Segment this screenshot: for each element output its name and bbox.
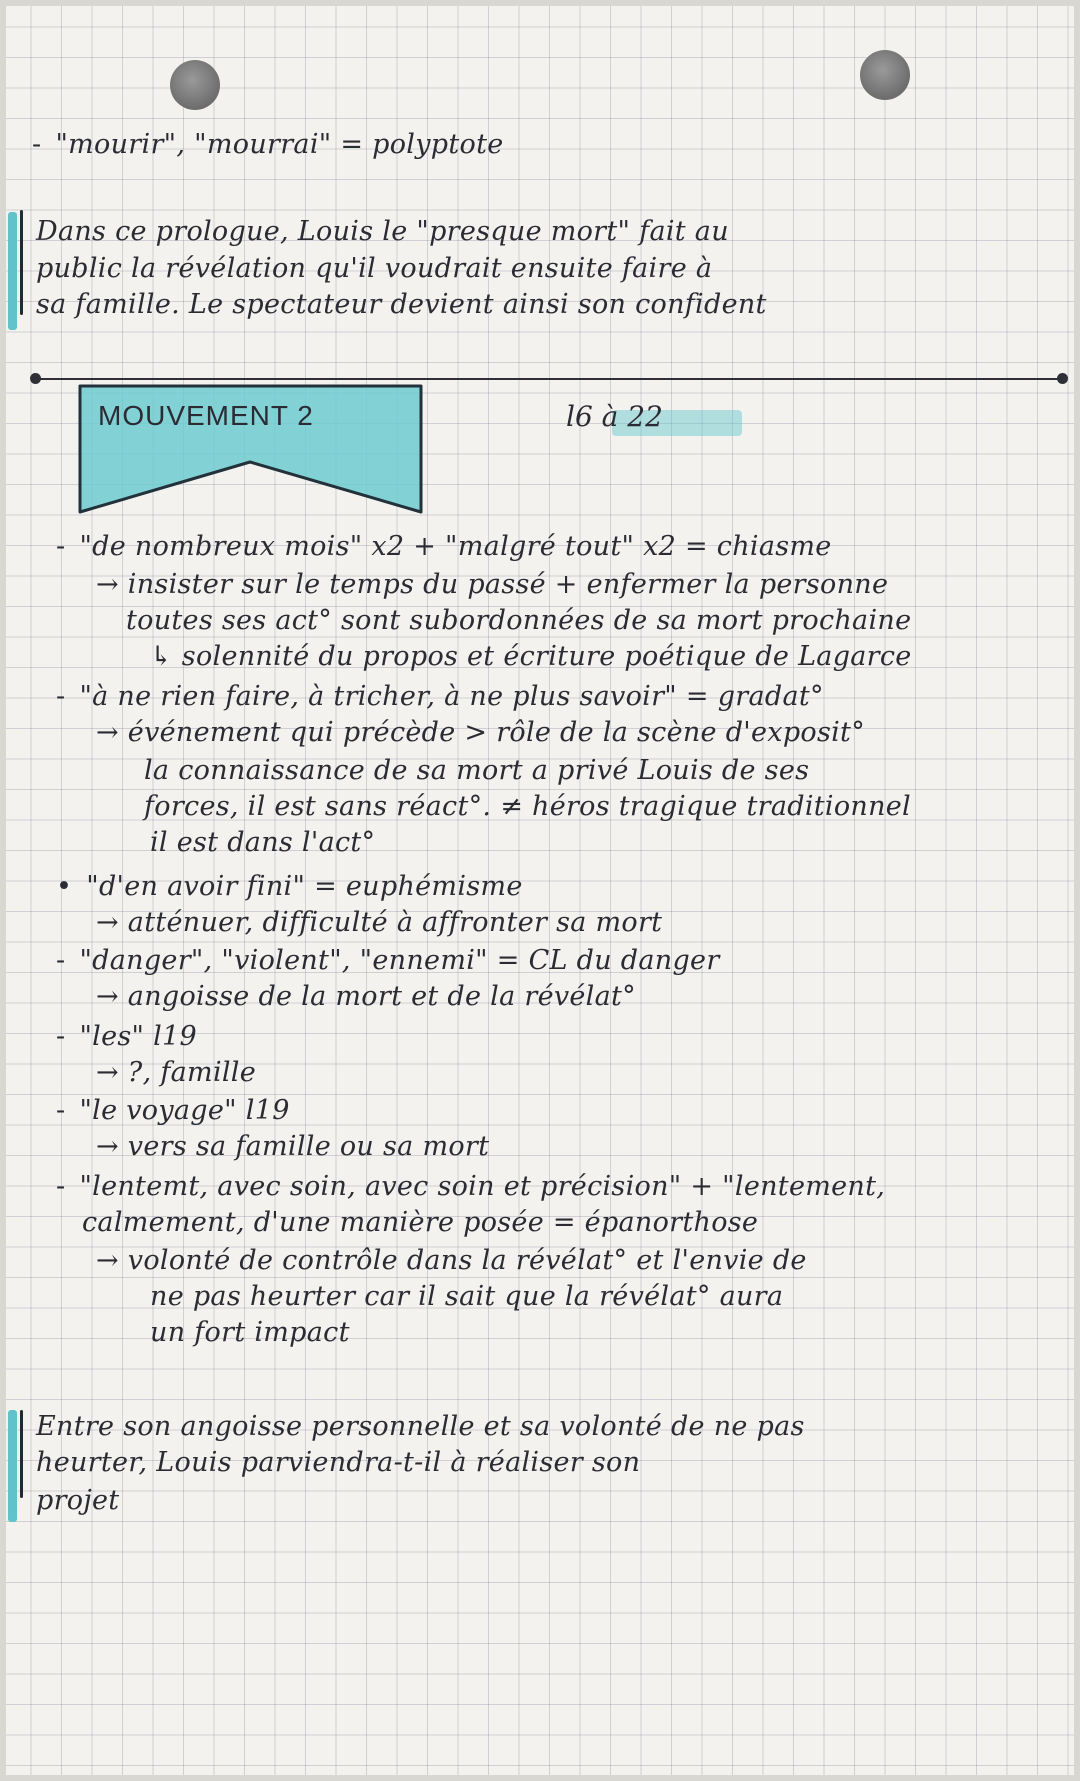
conclusion-line-3: projet xyxy=(36,1485,120,1516)
conclusion-line-1: Entre son angoisse personnelle et sa volonté de ne pas xyxy=(36,1411,805,1442)
note-item: → ?, famille xyxy=(96,1057,257,1088)
note-item: il est dans l'act° xyxy=(150,827,376,858)
note-line-polyptote: - "mourir", "mourrai" = polyptote xyxy=(32,129,504,160)
conclusion-line-2: heurter, Louis parviendra-t-il à réaliser son xyxy=(36,1447,641,1478)
note-item: un fort impact xyxy=(150,1317,350,1348)
note-item: - "de nombreux mois" x2 + "malgré tout" x2 = chiasme xyxy=(56,531,832,562)
note-item: ↳ solennité du propos et écriture poétique de Lagarce xyxy=(150,641,912,672)
note-item: - "à ne rien faire, à tricher, à ne plus savoir" = gradat° xyxy=(56,681,824,712)
punch-hole-left xyxy=(170,60,220,110)
note-item: → angoisse de la mort et de la révélat° xyxy=(96,981,636,1012)
note-item: → événement qui précède > rôle de la scène d'exposit° xyxy=(96,717,866,748)
note-item: - "danger", "violent", "ennemi" = CL du danger xyxy=(56,945,720,976)
section-heading: MOUVEMENT 2 xyxy=(98,400,314,431)
conclusion-line-3: sa famille. Le spectateur devient ainsi son confident xyxy=(36,289,767,320)
conclusion-line-1: Dans ce prologue, Louis le "presque mort" fait au xyxy=(36,216,729,247)
note-item: calmement, d'une manière posée = épanorthose xyxy=(82,1207,759,1238)
note-item: → volonté de contrôle dans la révélat° et l'envie de xyxy=(96,1245,807,1276)
conclusion-line-2: public la révélation qu'il voudrait ensuite faire à xyxy=(36,253,713,284)
note-item: - "le voyage" l19 xyxy=(56,1095,290,1126)
margin-mark xyxy=(20,1410,23,1498)
margin-mark xyxy=(20,210,23,315)
note-item: la connaissance de sa mort a privé Louis de ses xyxy=(144,755,810,786)
highlight-bar xyxy=(8,212,17,330)
highlight-bar xyxy=(8,1410,17,1522)
section-divider xyxy=(34,378,1064,380)
note-item: - "les" l19 xyxy=(56,1021,198,1052)
note-item: → vers sa famille ou sa mort xyxy=(96,1131,490,1162)
note-item: - "lentemt, avec soin, avec soin et précision" + "lentement, xyxy=(56,1171,886,1202)
note-item: ne pas heurter car il sait que la révélat° aura xyxy=(150,1281,784,1312)
note-item: forces, il est sans réact°. ≠ héros tragique traditionnel xyxy=(144,791,911,822)
note-item: • "d'en avoir fini" = euphémisme xyxy=(56,871,523,902)
line-range: l6 à 22 xyxy=(566,400,663,433)
note-item: → insister sur le temps du passé + enfermer la personne xyxy=(96,569,889,600)
note-item: toutes ses act° sont subordonnées de sa mort prochaine xyxy=(126,605,912,636)
punch-hole-right xyxy=(860,50,910,100)
note-item: → atténuer, difficulté à affronter sa mort xyxy=(96,907,663,938)
